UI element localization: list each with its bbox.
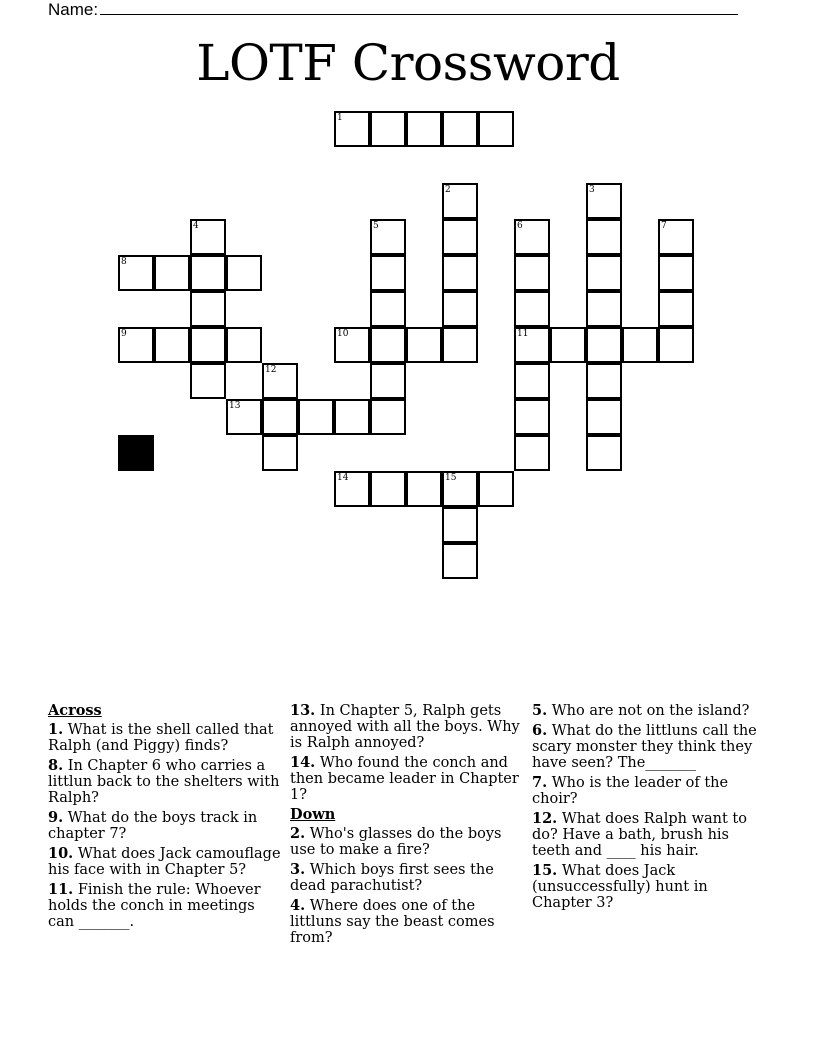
grid-cell[interactable] [442,543,478,579]
down-heading: Down [290,806,336,823]
clue-number: 10. [48,845,74,862]
clue-text: What do the boys track in chapter 7? [48,810,258,842]
clue-number: 3. [290,861,306,878]
clue-number: 4. [290,897,306,914]
grid-cell[interactable] [586,291,622,327]
cell-number: 10 [337,329,349,339]
clue-down-2 [290,826,526,858]
clue-down-4 [290,898,526,946]
grid-cell[interactable] [370,327,406,363]
clue-text: What does Ralph want to do? Have a bath, brush his teeth and ____ his hair. [532,811,747,859]
cell-number: 11 [517,329,529,339]
cell-number: 7 [661,221,667,231]
grid-cell[interactable] [622,327,658,363]
grid-cell[interactable] [262,435,298,471]
grid-cell[interactable] [262,399,298,435]
clue-down-12 [532,811,758,859]
cell-number: 15 [445,473,457,483]
clue-number: 14. [290,754,316,771]
clue-across-13 [290,703,526,751]
grid-cell[interactable] [406,327,442,363]
cell-number: 12 [265,365,277,375]
cell-number: 9 [121,329,127,339]
cell-number: 1 [337,113,343,123]
clue-number: 15. [532,862,558,879]
clue-text: In Chapter 5, Ralph gets annoyed with all the boys. Why is Ralph annoyed? [290,703,520,751]
clue-number: 9. [48,809,64,826]
clue-down-5 [532,703,758,719]
clue-text: Who are not on the island? [551,703,750,719]
grid-cell[interactable] [298,399,334,435]
grid-cell[interactable] [370,111,406,147]
across-heading: Across [48,702,102,719]
clue-across-11 [48,882,284,930]
clue-text: Who found the conch and then became leader in Chapter 1? [290,755,519,803]
grid-cell[interactable] [370,399,406,435]
grid-cell[interactable] [586,219,622,255]
grid-cell[interactable] [442,327,478,363]
grid-cell[interactable] [658,291,694,327]
cell-number: 3 [589,185,595,195]
clue-across-10 [48,846,284,878]
clue-down-6 [532,723,758,771]
clue-down-15 [532,863,758,911]
grid-cell[interactable] [406,111,442,147]
clue-text: In Chapter 6 who carries a littlun back to the shelters with Ralph? [48,758,280,806]
clue-down-3 [290,862,526,894]
grid-cell[interactable] [334,327,370,363]
clue-text: Where does one of the littluns say the beast comes from? [290,898,495,946]
clue-number: 1. [48,721,64,738]
clue-column-2 [290,703,526,950]
grid-cell[interactable] [442,111,478,147]
grid-cell[interactable] [514,291,550,327]
grid-cell[interactable] [586,399,622,435]
clue-text: What is the shell called that Ralph (and Piggy) finds? [48,722,274,754]
grid-cell[interactable] [190,219,226,255]
clue-number: 8. [48,757,64,774]
grid-cell[interactable] [442,219,478,255]
name-label: Name: [48,0,99,19]
grid-cell[interactable] [370,255,406,291]
grid-cell[interactable] [586,327,622,363]
grid-cell[interactable] [406,471,442,507]
cell-number: 5 [373,221,379,231]
grid-cell[interactable] [514,435,550,471]
cell-number: 4 [193,221,199,231]
grid-cell[interactable] [442,291,478,327]
grid-cell[interactable] [262,363,298,399]
grid-cell[interactable] [478,111,514,147]
grid-cell[interactable] [586,363,622,399]
clue-number: 2. [290,825,306,842]
grid-cell[interactable] [334,111,370,147]
clue-text: Which boys first sees the dead parachutist? [290,862,494,894]
clue-number: 5. [532,702,548,719]
grid-cell[interactable] [226,399,262,435]
grid-cell[interactable] [550,327,586,363]
grid-cell[interactable] [334,471,370,507]
cell-number: 14 [337,473,349,483]
grid-cell[interactable] [118,255,154,291]
grid-cell[interactable] [442,183,478,219]
clue-column-1 [48,703,284,934]
grid-cell[interactable] [514,255,550,291]
grid-cell[interactable] [118,327,154,363]
clue-down-7 [532,775,758,807]
grid-cell[interactable] [370,363,406,399]
grid-cell[interactable] [190,255,226,291]
clue-text: Who's glasses do the boys use to make a fire? [290,826,502,858]
grid-cell[interactable] [370,471,406,507]
clue-text: What does Jack camouflage his face with in Chapter 5? [48,846,281,878]
grid-cell[interactable] [190,327,226,363]
clue-number: 13. [290,702,316,719]
clue-text: Who is the leader of the choir? [532,775,729,807]
grid-cell[interactable] [586,183,622,219]
grid-cell[interactable] [370,219,406,255]
grid-cell[interactable] [478,471,514,507]
grid-cell[interactable] [586,255,622,291]
grid-cell[interactable] [226,255,262,291]
black-cell [118,435,154,471]
clue-text: What does Jack (unsuccessfully) hunt in Chapter 3? [532,863,708,911]
grid-cell[interactable] [658,327,694,363]
clue-across-1 [48,722,284,754]
grid-cell[interactable] [442,507,478,543]
grid-cell[interactable] [658,219,694,255]
clue-text: What do the littluns call the scary monster they think they have seen? The_______ [532,723,757,771]
cell-number: 2 [445,185,451,195]
grid-cell[interactable] [442,255,478,291]
grid-cell[interactable] [442,471,478,507]
grid-cell[interactable] [370,291,406,327]
grid-cell[interactable] [334,399,370,435]
grid-cell[interactable] [514,363,550,399]
clue-number: 6. [532,722,548,739]
clue-column-3 [532,703,758,915]
grid-cell[interactable] [154,255,190,291]
cell-number: 6 [517,221,523,231]
grid-cell[interactable] [514,219,550,255]
grid-cell[interactable] [514,327,550,363]
grid-cell[interactable] [514,399,550,435]
clue-text: Finish the rule: Whoever holds the conch in meetings can _______. [48,882,261,930]
grid-cell[interactable] [226,327,262,363]
page-title: LOTF Crossword [196,34,620,92]
cell-number: 8 [121,257,127,267]
grid-cell[interactable] [658,255,694,291]
clue-across-8 [48,758,284,806]
clue-number: 11. [48,881,74,898]
grid-cell[interactable] [190,291,226,327]
cell-number: 13 [229,401,241,411]
grid-cell[interactable] [154,327,190,363]
grid-cell[interactable] [586,435,622,471]
clue-across-14 [290,755,526,803]
clue-number: 7. [532,774,548,791]
clue-number: 12. [532,810,558,827]
grid-cell[interactable] [190,363,226,399]
clue-across-9 [48,810,284,842]
